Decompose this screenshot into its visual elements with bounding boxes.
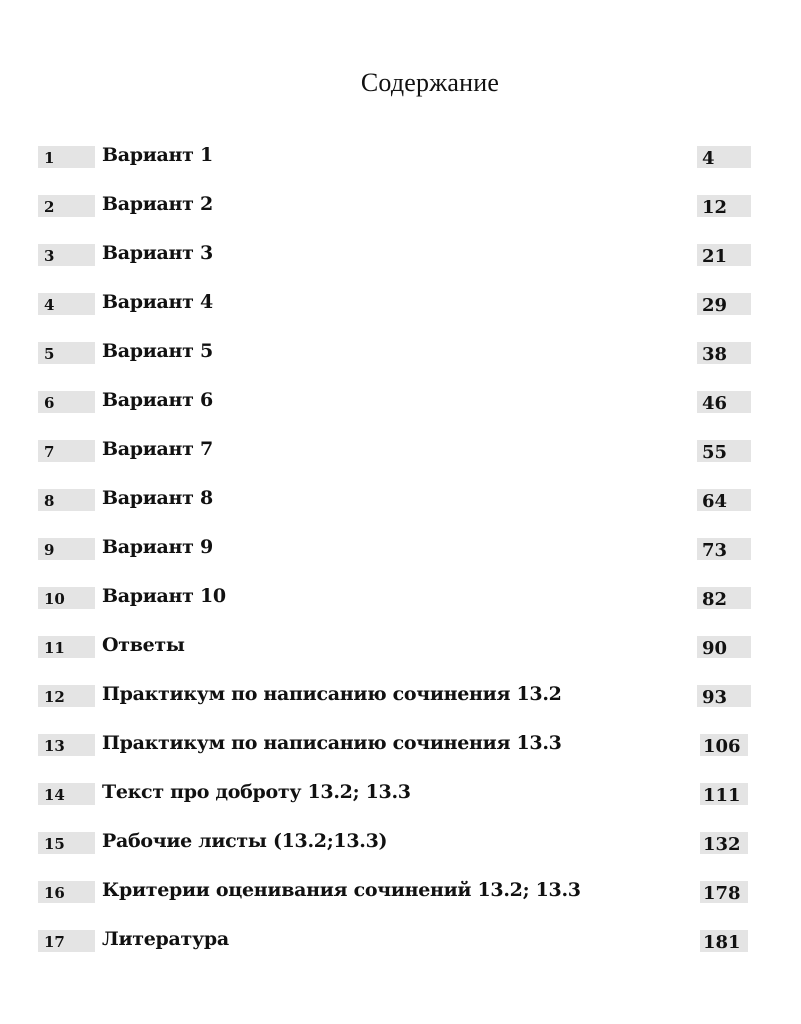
entry-page-number: 73: [697, 538, 751, 560]
entry-number: 10: [38, 587, 95, 609]
entry-number: 4: [38, 293, 95, 315]
entry-number: 9: [38, 538, 95, 560]
toc-entry-11: [0, 636, 801, 666]
entry-page-number: 64: [697, 489, 751, 511]
entry-title: Практикум по написанию сочинения 13.3: [102, 732, 562, 754]
entry-title: Вариант 2: [102, 193, 213, 215]
toc-entry-7: [0, 440, 801, 470]
entry-title: Рабочие листы (13.2;13.3): [102, 830, 388, 852]
toc-entry-15: [0, 832, 801, 862]
entry-page-number: 111: [700, 783, 748, 805]
toc-entry-1: [0, 146, 801, 176]
toc-entry-14: [0, 783, 801, 813]
entry-number: 17: [38, 930, 95, 952]
entry-number: 1: [38, 146, 95, 168]
entry-page-number: 82: [697, 587, 751, 609]
entry-page-number: 55: [697, 440, 751, 462]
entry-title: Вариант 10: [102, 585, 226, 607]
entry-page-number: 90: [697, 636, 751, 658]
toc-entry-5: [0, 342, 801, 372]
entry-number: 13: [38, 734, 95, 756]
entry-number: 8: [38, 489, 95, 511]
toc-entry-17: [0, 930, 801, 960]
entry-title: Литература: [102, 928, 229, 950]
toc-entry-10: [0, 587, 801, 617]
entry-page-number: 12: [697, 195, 751, 217]
entry-page-number: 106: [700, 734, 748, 756]
entry-page-number: 38: [697, 342, 751, 364]
entry-page-number: 93: [697, 685, 751, 707]
entry-number: 6: [38, 391, 95, 413]
entry-title: Текст про доброту 13.2; 13.3: [102, 781, 411, 803]
toc-entry-9: [0, 538, 801, 568]
entry-page-number: 181: [700, 930, 748, 952]
entry-title: Вариант 1: [102, 144, 213, 166]
toc-entry-16: [0, 881, 801, 911]
toc-entry-13: [0, 734, 801, 764]
toc-entry-8: [0, 489, 801, 519]
entry-number: 2: [38, 195, 95, 217]
entry-number: 11: [38, 636, 95, 658]
entry-page-number: 29: [697, 293, 751, 315]
toc-entry-2: [0, 195, 801, 225]
entry-page-number: 46: [697, 391, 751, 413]
entry-title: Критерии оценивания сочинений 13.2; 13.3: [102, 879, 581, 901]
entry-title: Вариант 6: [102, 389, 213, 411]
entry-title: Вариант 5: [102, 340, 213, 362]
toc-entry-3: [0, 244, 801, 274]
page-title: Содержание: [360, 68, 500, 97]
entry-title: Вариант 9: [102, 536, 213, 558]
entry-page-number: 178: [700, 881, 748, 903]
entry-number: 5: [38, 342, 95, 364]
entry-title: Ответы: [102, 634, 185, 656]
entry-number: 7: [38, 440, 95, 462]
entry-title: Вариант 4: [102, 291, 213, 313]
entry-number: 14: [38, 783, 95, 805]
entry-title: Вариант 8: [102, 487, 213, 509]
entry-page-number: 21: [697, 244, 751, 266]
toc-entry-4: [0, 293, 801, 323]
entry-number: 15: [38, 832, 95, 854]
toc-entry-12: [0, 685, 801, 715]
entry-number: 12: [38, 685, 95, 707]
entry-title: Вариант 7: [102, 438, 213, 460]
toc-entry-6: [0, 391, 801, 421]
entry-title: Практикум по написанию сочинения 13.2: [102, 683, 562, 705]
entry-number: 3: [38, 244, 95, 266]
entry-page-number: 132: [700, 832, 748, 854]
entry-title: Вариант 3: [102, 242, 213, 264]
entry-number: 16: [38, 881, 95, 903]
entry-page-number: 4: [697, 146, 751, 168]
